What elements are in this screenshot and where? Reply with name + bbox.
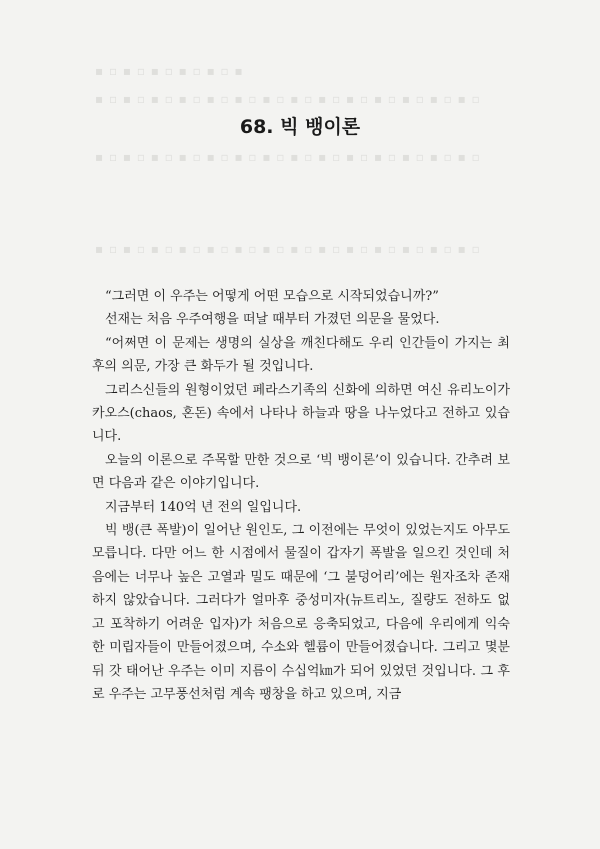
paragraph: “그러면 이 우주는 어떻게 어떤 모습으로 시작되었습니까?”: [105, 289, 439, 304]
paragraph: 선재는 처음 우주여행을 떠날 때부터 가졌던 의문을 물었다.: [105, 312, 440, 328]
paragraph: 빅 뱅(큰 폭발)이 일어난 원인도, 그 이전에는 무엇이 있었는지도 아무도 모릅니다. 다만 어느 한 시점에서 물질이 갑자기 폭발을 일으킨 것인데 처음에는 너무나 높은 고열과 밀도 때문에 ‘그 불덩어리’에는 원자조차 존재하지 않았습니다. 그러다가 얼마후 중성미자(뉴트리노, 질량도 전하도 없고 포착하기 어려운 입자)가 처음으로 응축되었고, 다음에 우리에게 익숙한 미립자들이 만들어졌으며, 수소와 헬륨이 만들어졌습니다. 그리고 몇분 뒤 갓 태어난 우주는 이미 지름이 수십억㎞가 되어 있었던 것입니다. 그 후로 우주는 고무풍선처럼 계속 팽창을 하고 있으며, 지금: [92, 523, 510, 702]
paragraph: 그리스신들의 원형이었던 페라스기족의 신화에 의하면 여신 유리노이가 카오스(chaos, 혼돈) 속에서 나타나 하늘과 땅을 나누었다고 전하고 있습니다.: [92, 382, 510, 445]
paragraph: “어쩌면 이 문제는 생명의 실상을 깨친다해도 우리 인간들이 가지는 최후의 의문, 가장 큰 화두가 될 것입니다.: [92, 335, 510, 375]
chapter-title: 68. 빅 뱅이론: [239, 116, 361, 138]
bleed-through-text: ▪ ▫ ▪ ▫ ▪ ▫ ▪ ▫ ▪ ▫ ▪ ▫ ▪ ▫ ▪ ▫ ▪ ▫ ▪ ▫ ▪ ▫ ▪ ▫ ▪ ▫ ▪ ▫: [95, 92, 481, 106]
bleed-through-text: ▪ ▫ ▪ ▫ ▪ ▫ ▪ ▫ ▪ ▫ ▪ ▫ ▪ ▫ ▪ ▫ ▪ ▫ ▪ ▫ ▪ ▫ ▪ ▫ ▪ ▫ ▪ ▫: [95, 242, 481, 256]
chapter-body: [92, 285, 510, 706]
bleed-through-text: ▪ ▫ ▪ ▫ ▪ ▫ ▪ ▫ ▪ ▫ ▪: [95, 64, 244, 78]
paragraph: 지금부터 140억 년 전의 일입니다.: [105, 499, 302, 515]
paragraph: 오늘의 이론으로 주목할 만한 것으로 ‘빅 뱅이론’이 있습니다. 간추려 보면 다음과 같은 이야기입니다.: [92, 452, 510, 492]
bleed-through-text: ▪ ▫ ▪ ▫ ▪ ▫ ▪ ▫ ▪ ▫ ▪ ▫ ▪ ▫ ▪ ▫ ▪ ▫ ▪ ▫ ▪ ▫ ▪ ▫ ▪ ▫ ▪ ▫: [95, 150, 481, 164]
